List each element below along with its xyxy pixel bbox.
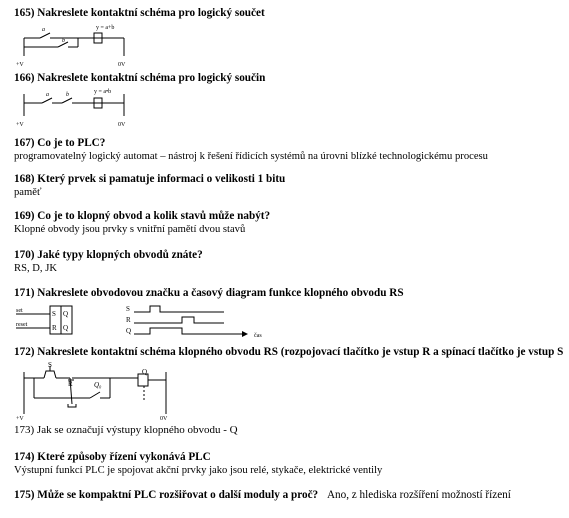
svg-text:Q₀: Q₀ <box>94 381 102 389</box>
svg-text:S: S <box>126 305 130 313</box>
svg-text:y = a•b: y = a•b <box>94 89 112 95</box>
svg-text:+V: +V <box>16 62 24 68</box>
svg-text:+V: +V <box>16 122 24 128</box>
svg-text:Q: Q <box>142 368 148 376</box>
svg-text:Q: Q <box>63 324 69 332</box>
svg-text:Q: Q <box>126 327 132 335</box>
question-171: 171) Nakreslete obvodovou značku a časový diagram funkce klopného obvodu RS <box>14 287 404 299</box>
question-170: 170) Jaké typy klopných obvodů znáte? <box>14 249 203 261</box>
svg-text:S: S <box>52 310 56 318</box>
svg-text:0V: 0V <box>118 122 126 128</box>
svg-text:set: set <box>16 308 23 314</box>
question-167: 167) Co je to PLC? <box>14 137 106 149</box>
rs-symbol-diagram <box>14 302 84 338</box>
question-175 <box>14 489 511 502</box>
question-166: 166) Nakreslete kontaktní schéma pro logický součin <box>14 72 266 84</box>
svg-text:reset: reset <box>16 322 28 328</box>
question-172: 172) Nakreslete kontaktní schéma klopného obvodu RS (rozpojovací tlačítko je vstup R a spínací tlačítko je vstup S <box>14 346 564 358</box>
question-174: 174) Které způsoby řízení vykonává PLC <box>14 451 211 463</box>
question-173: 173) Jak se označují výstupy klopného obvodu - Q <box>14 424 238 436</box>
svg-text:R: R <box>126 316 131 324</box>
answer-174: Výstupní funkcí PLC je spojovat akční prvky jako jsou relé, stykače, elektrické ventily <box>14 465 383 476</box>
question-165: 165) Nakreslete kontaktní schéma pro logický součet <box>14 7 265 19</box>
answer-170: RS, D, JK <box>14 263 57 274</box>
svg-text:b: b <box>66 92 69 98</box>
rs-contact-diagram <box>14 360 184 422</box>
question-169: 169) Co je to klopný obvod a kolik stavů může nabýt? <box>14 210 271 222</box>
svg-text:R: R <box>52 324 57 332</box>
svg-text:y = a+b: y = a+b <box>96 25 115 31</box>
svg-text:a: a <box>42 27 45 33</box>
svg-text:Q: Q <box>63 310 69 318</box>
svg-text:0V: 0V <box>160 416 168 422</box>
svg-text:+V: +V <box>16 416 24 422</box>
svg-text:0V: 0V <box>118 62 126 68</box>
svg-text:S: S <box>48 361 52 369</box>
and-contact-diagram <box>14 86 134 130</box>
svg-text:a: a <box>46 92 49 98</box>
svg-text:čas: čas <box>254 333 262 339</box>
rs-timing-diagram <box>124 304 284 340</box>
answer-168: paměť <box>14 187 42 198</box>
or-contact-diagram <box>14 22 134 70</box>
question-168: 168) Který prvek si pamatuje informaci o velikosti 1 bitu <box>14 173 286 185</box>
answer-167: programovatelný logický automat – nástroj k řešení řídicích systémů na úrovni blízké technologickému procesu <box>14 151 488 162</box>
answer-175: Ano, z hlediska rozšíření možností řízení <box>326 489 511 501</box>
question-175-text: 175) Může se kompaktní PLC rozšiřovat o další moduly a proč? <box>14 489 319 501</box>
answer-169: Klopné obvody jsou prvky s vnitřní pamětí dvou stavů <box>14 224 246 235</box>
svg-text:b: b <box>62 38 65 44</box>
svg-text:R: R <box>68 380 73 388</box>
